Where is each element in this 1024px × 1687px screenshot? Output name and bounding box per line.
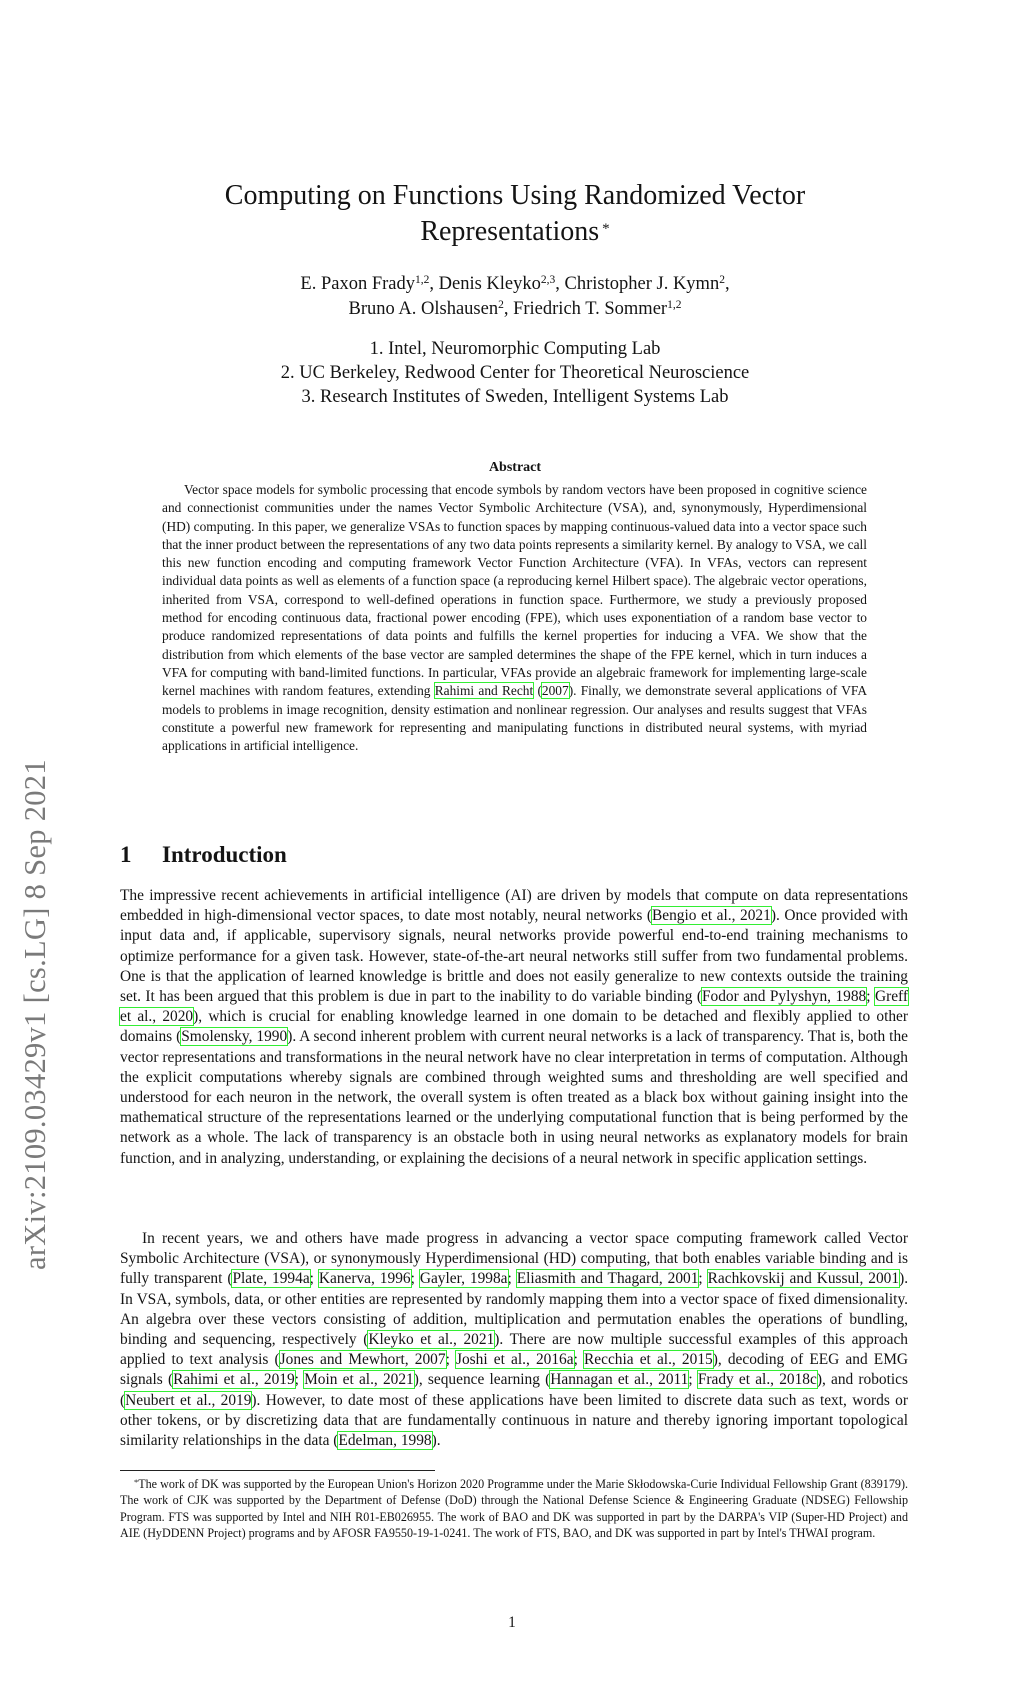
body-text: ; — [866, 988, 875, 1006]
footnote-mark: * — [134, 1477, 139, 1487]
abstract-text: ( — [533, 683, 542, 699]
intro-paragraph-1 — [120, 886, 908, 1169]
section-title: Introduction — [162, 842, 287, 867]
author-name: Christopher J. Kymn — [564, 274, 720, 294]
body-text: In recent years, we and others have made progress in advancing a vector space computing framework called Vector Symbolic Architecture (VSA), or synonymously Hyperdimensional (HD) computing, that both enables variable binding and is fully transparent ( — [120, 1230, 908, 1288]
abstract-text: Vector space models for symbolic processing that encode symbols by random vectors have been proposed in cognitive science and connectionist communities under the names Vector Symbolic Architecture (VSA), and, synonymously, Hyperdimensional (HD) computing. In this paper, we generalize VSAs to function spaces by mapping continuous-valued data into a vector space such that the inner product between the representations of any two data points represents a similarity kernel. By analogy to VSA, we call this new function encoding and computing framework Vector Function Architecture (VFA). In VFAs, vectors can represent individual data points as well as elements of a function space (a reproducing kernel Hilbert space). The algebraic vector operations, inherited from VSA, correspond to well-defined operations in function space. Furthermore, we study a previously proposed method for encoding continuous data, fractional power encoding (FPE), which uses exponentiation of a random base vector to produce randomized representations of data points and fulfills the kernel properties for inducing a VFA. We show that the distribution from which elements of the base vector are sampled determines the shape of the FPE kernel, which in turn induces a VFA for computing with band-limited functions. In particular, VFAs provide an algebraic framework for implementing large-scale kernel machines with random features, extending — [162, 482, 867, 699]
author-name: Friedrich T. Sommer — [513, 299, 668, 319]
page-number: 1 — [508, 1614, 516, 1631]
body-text: ), and robotics ( — [120, 1371, 908, 1409]
affiliation-item: 3. Research Institutes of Sweden, Intelligent Systems Lab — [301, 387, 729, 407]
citation-link[interactable]: Hannagan et al., 2011 — [550, 1371, 689, 1389]
author-affil: 2 — [498, 299, 504, 311]
body-text: ), which is crucial for enabling knowledge learned in one domain to be detached and flexibly applied to other domains ( — [120, 1008, 908, 1046]
citation-link[interactable]: Gayler, 1998a — [419, 1270, 508, 1288]
title-line-1: Computing on Functions Using Randomized Vector — [224, 180, 806, 211]
affiliation-list — [120, 337, 910, 409]
citation-link[interactable]: Joshi et al., 2016a — [455, 1351, 574, 1369]
citation-link[interactable]: Recchia et al., 2015 — [584, 1351, 713, 1369]
citation-link[interactable]: Rachkovskij and Kussul, 2001 — [707, 1270, 900, 1288]
citation-link[interactable]: Kanerva, 1996 — [318, 1270, 411, 1288]
citation-link[interactable]: Neubert et al., 2019 — [125, 1391, 252, 1409]
arxiv-stamp: arXiv:2109.03429v1 [cs.LG] 8 Sep 2021 — [18, 759, 52, 1270]
author-affil: 2,3 — [540, 274, 556, 286]
citation-link[interactable]: Rahimi et al., 2019 — [173, 1371, 295, 1389]
citation-link[interactable]: Frady et al., 2018c — [697, 1371, 817, 1389]
citation-link[interactable]: Moin et al., 2021 — [304, 1371, 414, 1389]
author-affil: 1,2 — [415, 274, 430, 286]
citation-link[interactable]: Rahimi and Recht — [434, 683, 534, 699]
body-text: ; — [507, 1270, 517, 1288]
citation-link[interactable]: Smolensky, 1990 — [181, 1028, 288, 1046]
citation-link[interactable]: Fodor and Pylyshyn, 1988 — [701, 988, 867, 1006]
body-text: ). Once provided with input data and, if applicable, supervisory signals, neural networks provide powerful end-to-end training mechanisms to optimize performance for a given task. However, state-of-the-art neural networks still suffer from two fundamental problems. One is that the application of learned knowledge is brittle and does not easily generalize to new contexts outside the training set. It has been argued that this problem is due in part to the inability to do variable binding ( — [120, 907, 908, 1006]
body-text: ; — [309, 1270, 319, 1288]
author-name: E. Paxon Frady — [300, 274, 416, 294]
citation-link[interactable]: Greff et al., 2020 — [120, 988, 908, 1026]
section-heading — [120, 842, 287, 868]
body-text: The impressive recent achievements in artificial intelligence (AI) are driven by models that compute on data representations embedded in high-dimensional vector spaces, to date most notably, neural networks ( — [120, 887, 908, 925]
body-text: ). In VSA, symbols, data, or other entities are represented by randomly mapping them into a vector space of fixed dimensionality. An algebra over these vectors consisting of addition, multiplication and permutation enables the operations of bundling, binding and sequencing, respectively ( — [120, 1270, 909, 1349]
body-text: ). There are now multiple successful examples of this approach applied to text analysis ( — [120, 1331, 908, 1369]
title-footnote-mark[interactable]: * — [602, 221, 610, 237]
citation-link[interactable]: Jones and Mewhort, 2007 — [279, 1351, 446, 1369]
body-text: ). However, to date most of these applications have been limited to discrete data such as text, words or other tokens, or by discretizing data that are fundamentally continuous in nature and thereby ignoring important topological similarity relationships in the data ( — [120, 1391, 908, 1450]
abstract-heading: Abstract — [488, 460, 542, 475]
footnote-text: The work of DK was supported by the European Union's Horizon 2020 Programme under the Marie Skłodowska-Curie Individual Fellowship Grant (839179). The work of CJK was supported by the Department of Defense (DoD) through the National Defense Science & Engineering Graduate (NDSEG) Fellowship Program. FTS was supported by Intel and NIH R01-EB026955. The work of BAO and DK was supported in part by the DARPA's VIP (Super-HD Project) and AIE (HyDDENN Project) programs and by AFOSR FA9550-19-1-0241. The work of FTS, BAO, and DK was supported in part by Intel's THWAI program. — [120, 1477, 908, 1540]
citation-link[interactable]: Plate, 1994a — [232, 1270, 310, 1288]
author-name: Bruno A. Olshausen — [348, 299, 499, 319]
intro-paragraph-2 — [120, 1229, 908, 1451]
body-text: ; — [688, 1371, 698, 1389]
body-text: ), sequence learning ( — [413, 1371, 551, 1389]
author-affil: 1,2 — [667, 299, 682, 311]
footnote-divider — [120, 1470, 435, 1471]
citation-link[interactable]: Kleyko et al., 2021 — [368, 1331, 495, 1349]
body-text: ), decoding of EEG and EMG signals ( — [120, 1351, 908, 1389]
body-text: ; — [573, 1351, 585, 1369]
body-text: ). — [431, 1432, 441, 1450]
citation-link[interactable]: Edelman, 1998 — [338, 1432, 432, 1450]
paper-title — [120, 178, 910, 250]
section-number: 1 — [120, 842, 132, 867]
author-list: E. Paxon Frady$^{1,2}$, Denis Kleyko$^{2,3}$, Christopher J. Kymn$^2$, Bruno A. Olshausen$^2$, Friedrich T. Sommer$^{1,2}$ — [300, 274, 730, 319]
footnote — [120, 1476, 908, 1541]
body-text: ; — [445, 1351, 456, 1369]
body-text: ; — [410, 1270, 420, 1288]
affiliation-item: 2. UC Berkeley, Redwood Center for Theoretical Neuroscience — [280, 363, 750, 383]
abstract-text: ). Finally, we demonstrate several applications of VFA models to problems in image recognition, density estimation and nonlinear regression. Our analyses and results suggest that VFAs constitute a powerful new framework for representing and manipulating functions in distributed neural systems, with myriad applications in artificial intelligence. — [162, 683, 867, 754]
author-affil: 2 — [719, 274, 725, 286]
citation-link[interactable]: 2007 — [541, 683, 569, 699]
affiliation-item: 1. Intel, Neuromorphic Computing Lab — [369, 339, 661, 359]
body-text: ; — [698, 1270, 708, 1288]
title-line-2: Representations — [420, 216, 600, 247]
author-name: Denis Kleyko — [438, 274, 541, 294]
body-text: ). A second inherent problem with current neural networks is a lack of transparency. That is, both the vector representations and transformations in the neural network have no clear interpretation in terms of computation. Although the explicit computations whereby signals are combined through weighted sums and thresholding are well specified and understood for each neuron in the network, the overall system is often treated as a black box without gaining insight into the mathematical structure of the representations learned or the underlying computational function that is being performed by the network as a whole. The lack of transparency is an obstacle both in using neural networks as explanatory models for brain function, and in analyzing, understanding, or explaining the decisions of a neural network in specific application settings. — [120, 1028, 908, 1167]
citation-link[interactable]: Eliasmith and Thagard, 2001 — [516, 1270, 699, 1288]
abstract-body — [162, 481, 867, 755]
body-text: ; — [294, 1371, 305, 1389]
citation-link[interactable]: Bengio et al., 2021 — [652, 907, 771, 925]
